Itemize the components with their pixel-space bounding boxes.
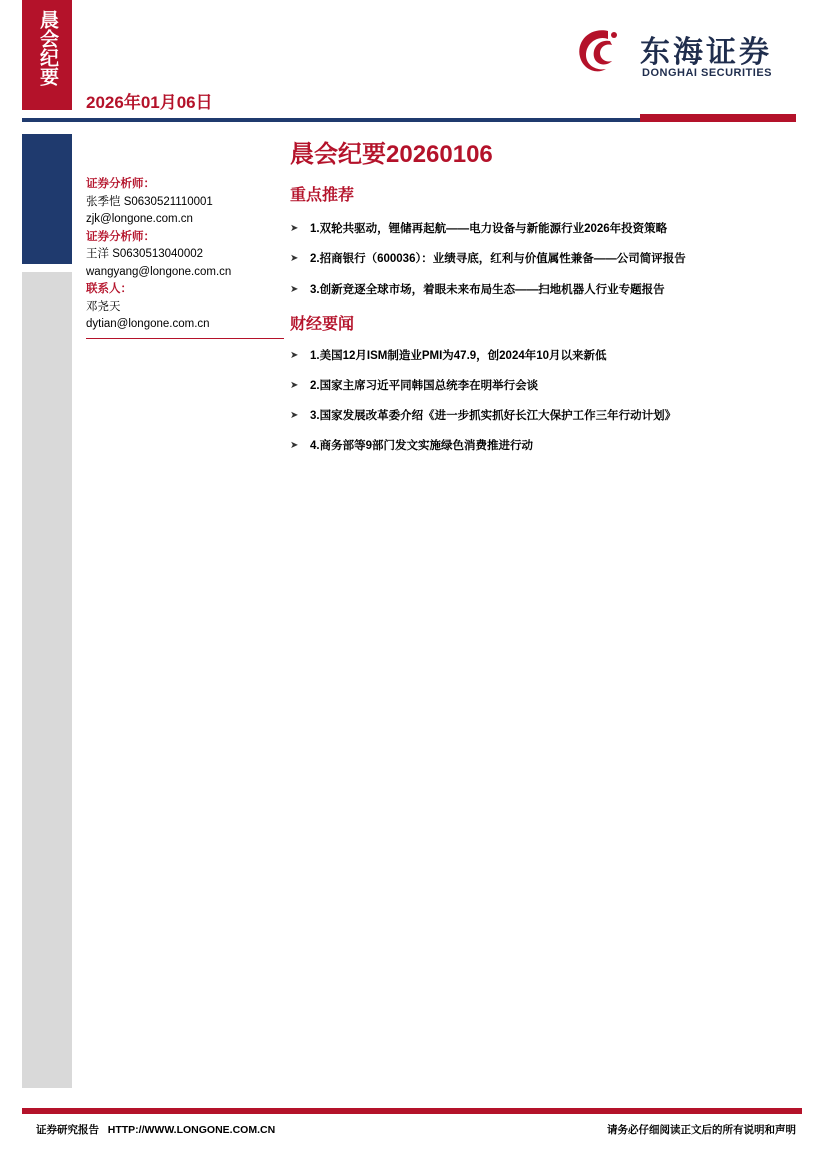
list-item-text: 3.国家发展改革委介绍《进一步抓实抓好长江大保护工作三年行动计划》: [310, 410, 677, 422]
side-bar-navy: [22, 134, 72, 264]
list-item-text: 3.创新竞逐全球市场，着眼未来布局生态——扫地机器人行业专题报告: [310, 284, 665, 296]
list-item[interactable]: [290, 407, 790, 423]
dragon-logo-icon: [570, 25, 630, 85]
analyst-name: 王洋 S0630513040002: [86, 248, 204, 260]
list-item[interactable]: [290, 250, 790, 266]
analyst-entry: [86, 176, 286, 229]
company-logo: [570, 25, 800, 85]
arrow-bullet-icon: ➤: [290, 252, 299, 264]
footer-site[interactable]: 证券研究报告 HTTP://WWW.LONGONE.COM.CN: [36, 1124, 276, 1136]
arrow-bullet-icon: ➤: [290, 409, 299, 421]
arrow-bullet-icon: ➤: [290, 222, 299, 234]
contact-email[interactable]: dytian@longone.com.cn: [86, 318, 210, 330]
logo-cn-text: 东海证券: [640, 35, 772, 70]
arrow-bullet-icon: ➤: [290, 439, 299, 451]
side-bar-gray: [22, 272, 72, 1088]
analyst-email[interactable]: wangyang@longone.com.cn: [86, 265, 232, 278]
contact-entry: [86, 281, 286, 334]
report-date: 2026年01月06日: [86, 93, 213, 112]
analyst-label: 证券分析师：: [86, 230, 155, 243]
side-tag: [22, 0, 72, 110]
footer-rule: [22, 1108, 802, 1114]
arrow-bullet-icon: ➤: [290, 283, 299, 295]
logo-en-text: DONGHAI SECURITIES: [642, 67, 773, 79]
list-item-text: 2.招商银行（600036）：业绩寻底，红利与价值属性兼备——公司简评报告: [310, 253, 686, 265]
section-heading-news: 财经要闻: [290, 316, 355, 333]
footer-disclaimer: 请务必仔细阅读正文后的所有说明和声明: [607, 1124, 796, 1136]
list-item[interactable]: [290, 437, 790, 453]
analyst-name: 张季恺 S0630521110001: [86, 195, 213, 208]
list-item[interactable]: [290, 220, 790, 236]
analyst-label: 证券分析师：: [86, 178, 155, 190]
list-item-text: 1.美国12月ISM制造业PMI为47.9，创2024年10月以来新低: [310, 350, 607, 362]
section-heading-recommend: 重点推荐: [290, 187, 355, 204]
list-item[interactable]: [290, 281, 790, 297]
analyst-divider: [86, 338, 284, 339]
contact-label: 联系人：: [86, 283, 132, 295]
list-item[interactable]: [290, 377, 790, 393]
list-item-text: 4.商务部等9部门发文实施绿色消费推进行动: [310, 440, 533, 452]
arrow-bullet-icon: ➤: [290, 349, 299, 361]
arrow-bullet-icon: ➤: [290, 379, 299, 391]
analyst-entry: [86, 229, 286, 282]
side-tag-label: 晨会纪要: [37, 10, 58, 86]
page-title: 晨会纪要20260106: [290, 141, 493, 168]
list-item-text: 1.双轮共驱动，锂储再起航——电力设备与新能源行业2026年投资策略: [310, 223, 668, 235]
header-rule-accent: [640, 114, 796, 122]
contact-name: 邓尧天: [86, 300, 121, 313]
list-item-text: 2.国家主席习近平同韩国总统李在明举行会谈: [310, 380, 539, 392]
analyst-email[interactable]: zjk@longone.com.cn: [86, 213, 193, 225]
analyst-block: [86, 176, 286, 334]
list-item[interactable]: [290, 347, 790, 363]
